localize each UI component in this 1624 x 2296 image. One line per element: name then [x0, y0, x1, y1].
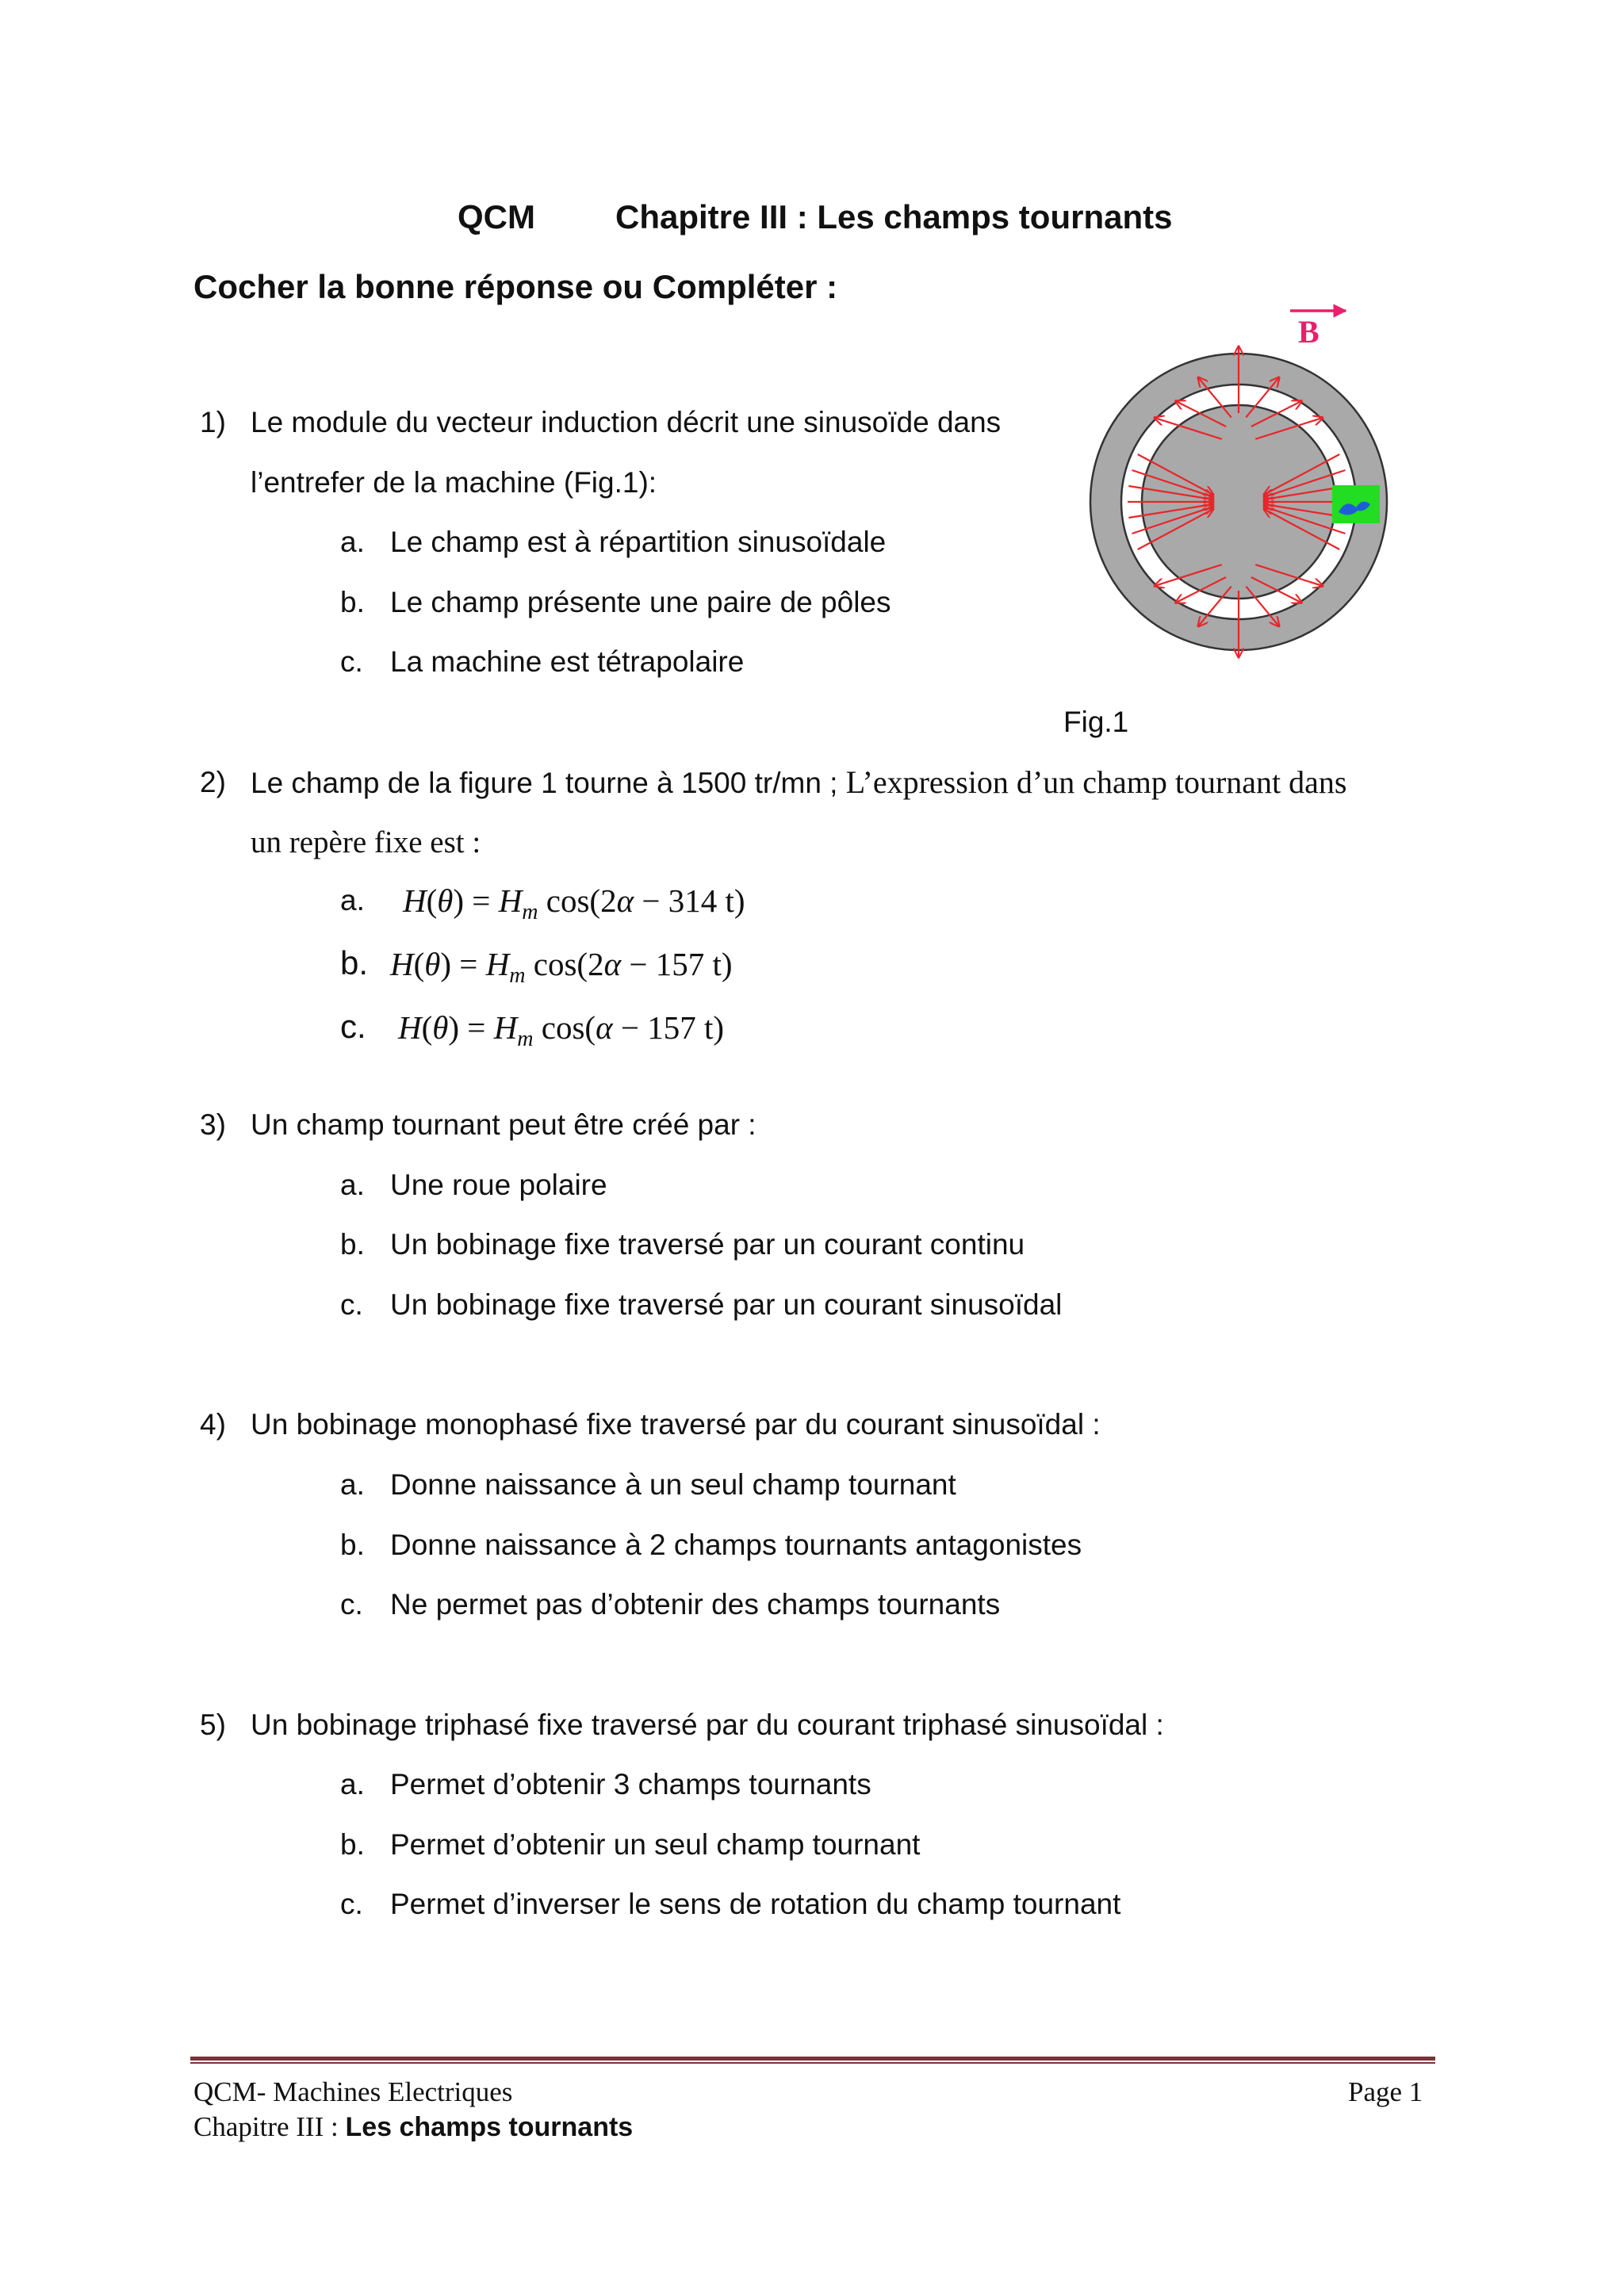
footer-chapter-prefix: Chapitre III : — [193, 2111, 346, 2142]
figure-rotating-field — [1063, 289, 1404, 710]
q3-option-c[interactable]: Un bobinage fixe traversé par un courant sinusoïdal — [390, 1288, 1063, 1321]
q4-number: 4) — [200, 1408, 226, 1441]
q3-option-b[interactable]: Un bobinage fixe traversé par un courant continu — [390, 1228, 1025, 1261]
q1-option-a-letter[interactable]: a. — [340, 526, 365, 558]
q5-option-c-letter[interactable]: c. — [340, 1888, 363, 1920]
q1-option-b[interactable]: Le champ présente une paire de pôles — [390, 586, 891, 618]
footer-page-number: Page 1 — [1348, 2076, 1423, 2107]
q1-number: 1) — [200, 406, 226, 438]
q1-option-a[interactable]: Le champ est à répartition sinusoïdale — [390, 526, 887, 558]
q1-text-line2: l’entrefer de la machine (Fig.1): — [251, 466, 657, 499]
q3-number: 3) — [200, 1108, 226, 1141]
q4-option-b-letter[interactable]: b. — [340, 1529, 365, 1561]
q4-option-a-letter[interactable]: a. — [340, 1468, 365, 1501]
footer-chapter — [193, 2109, 633, 2145]
q4-option-b[interactable]: Donne naissance à 2 champs tournants antagonistes — [390, 1529, 1082, 1561]
footer-chapter-title: Les champs tournants — [345, 2112, 634, 2142]
q5-option-b-letter[interactable]: b. — [340, 1828, 365, 1861]
q4-option-a[interactable]: Donne naissance à un seul champ tournant — [390, 1468, 956, 1501]
q3-text: Un champ tournant peut être créé par : — [251, 1108, 756, 1141]
q3-option-b-letter[interactable]: b. — [340, 1228, 365, 1261]
figure-caption: Fig.1 — [1063, 706, 1129, 738]
q4-option-c-letter[interactable]: c. — [340, 1588, 363, 1621]
q1-option-c-letter[interactable]: c. — [340, 645, 363, 678]
q5-option-a[interactable]: Permet d’obtenir 3 champs tournants — [390, 1768, 871, 1800]
q2-option-b-letter[interactable]: b. — [340, 944, 369, 982]
instruction: Cocher la bonne réponse ou Compléter : — [193, 268, 838, 305]
q2-text-line1 — [251, 763, 1346, 803]
q3-option-c-letter[interactable]: c. — [340, 1288, 363, 1321]
q4-option-c[interactable]: Ne permet pas d’obtenir des champs tournants — [390, 1588, 1001, 1621]
q5-option-b[interactable]: Permet d’obtenir un seul champ tournant — [390, 1828, 921, 1861]
q1-option-c[interactable]: La machine est tétrapolaire — [390, 645, 745, 678]
q2-option-c-letter[interactable]: c. — [340, 1008, 366, 1045]
q1-text-line1: Le module du vecteur induction décrit une sinusoïde dans — [251, 406, 1002, 438]
q2-option-a[interactable]: $H(\theta) = H_m$ cos(2α − 314 t) — [403, 882, 745, 925]
q1-option-b-letter[interactable]: b. — [340, 586, 365, 618]
q5-option-a-letter[interactable]: a. — [340, 1768, 365, 1800]
q2-number: 2) — [200, 766, 226, 798]
q3-option-a[interactable]: Une roue polaire — [390, 1169, 607, 1201]
q2-text-part2: L’expression d’un champ tournant dans — [845, 764, 1347, 800]
q2-option-a-letter[interactable]: a. — [340, 884, 365, 916]
marker-green-icon — [1332, 485, 1380, 523]
q5-option-c[interactable]: Permet d’inverser le sens de rotation du champ tournant — [390, 1888, 1121, 1920]
q4-text: Un bobinage monophasé fixe traversé par du courant sinusoïdal : — [251, 1408, 1101, 1441]
vector-b-label: B — [1298, 314, 1320, 350]
q2-text-part1: Le champ de la figure 1 tourne à 1500 tr/mn ; — [251, 767, 838, 799]
footer-course: QCM- Machines Electriques — [193, 2076, 513, 2107]
title-qcm: QCM — [458, 198, 535, 235]
footer-divider — [190, 2057, 1435, 2064]
q3-option-a-letter[interactable]: a. — [340, 1169, 365, 1201]
q2-option-b[interactable]: $H(\theta) = H_m$ cos(2α − 157 t) — [390, 946, 733, 989]
q5-text: Un bobinage triphasé fixe traversé par du courant triphasé sinusoïdal : — [251, 1709, 1164, 1741]
q2-text-line2: un repère fixe est : — [251, 825, 481, 859]
chapter-title: Chapitre III : Les champs tournants — [615, 198, 1173, 235]
q2-option-c[interactable]: $H(\theta) = H_m$ cos(α − 157 t) — [398, 1009, 725, 1052]
q5-number: 5) — [200, 1709, 226, 1741]
